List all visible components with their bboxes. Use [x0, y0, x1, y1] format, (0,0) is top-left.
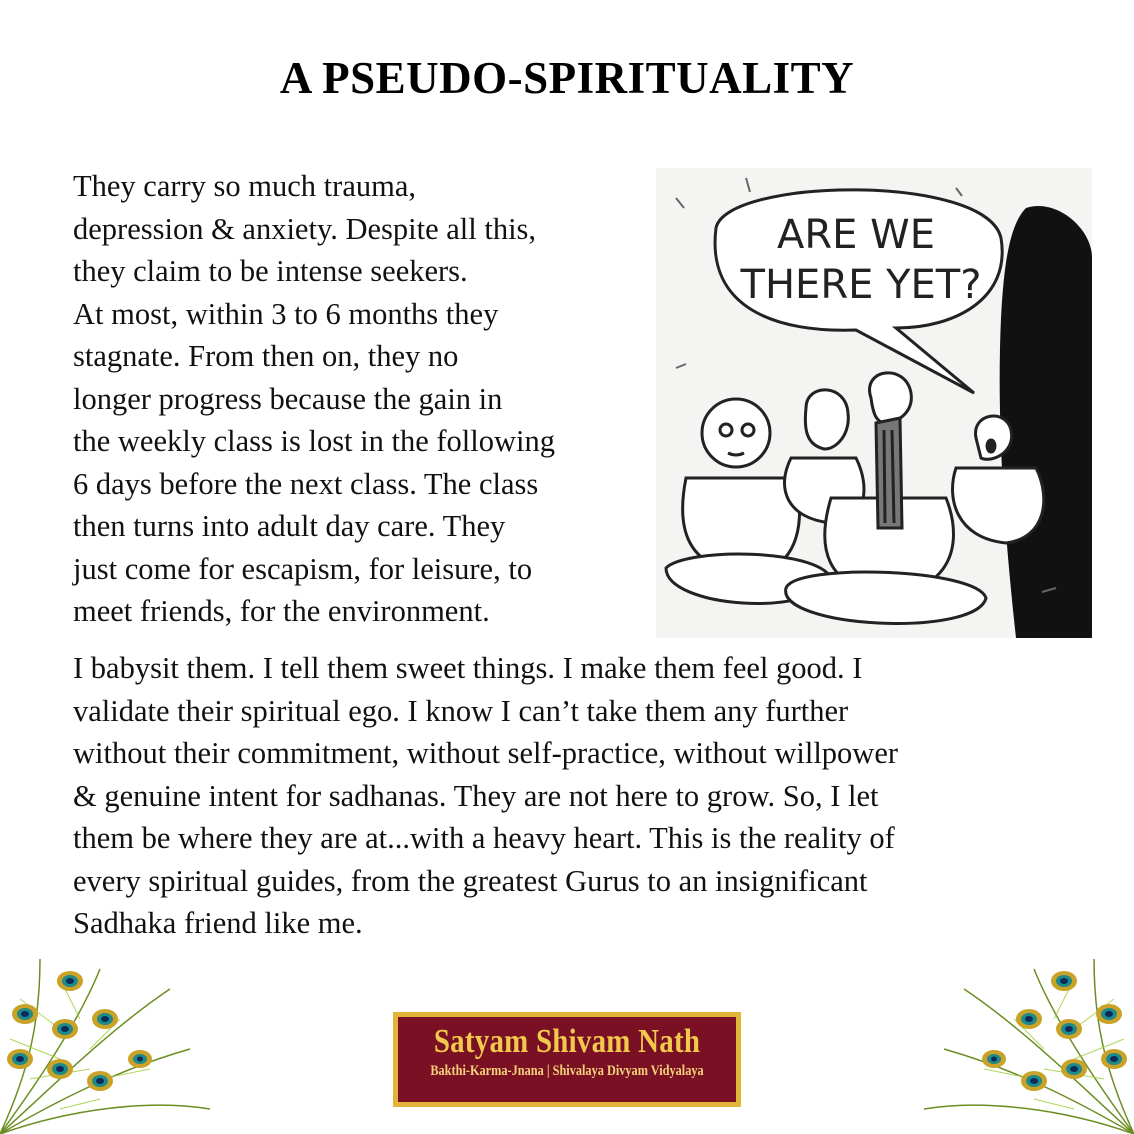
paragraph-1-line: just come for escapism, for leisure, to: [73, 551, 533, 586]
paragraph-1: [73, 165, 653, 633]
paragraph-2-line: I babysit them. I tell them sweet things. I make them feel good. I: [73, 651, 863, 685]
paragraph-1-line: the weekly class is lost in the following: [73, 424, 555, 458]
speech-line-1: ARE WE: [777, 212, 935, 258]
paragraph-2-line: every spiritual guides, from the greatest Gurus to an insignificant: [73, 863, 868, 898]
paragraph-1-line: longer progress because the gain in: [73, 381, 503, 416]
paragraph-1-line: stagnate. From then on, they no: [73, 339, 459, 373]
paragraph-1-line: they claim to be intense seekers.: [73, 254, 468, 288]
cartoon-illustration: [656, 168, 1092, 638]
paragraph-2-line: without their commitment, without self-practice, without willpower: [73, 736, 899, 770]
page-title: A PSEUDO-SPIRITUALITY: [279, 53, 855, 103]
paragraph-2: [73, 647, 1083, 945]
peacock-feather-right-icon: [919, 959, 1134, 1134]
paragraph-1-line: They carry so much trauma,: [73, 169, 416, 203]
paragraph-1-line: then turns into adult day care. They: [73, 509, 506, 543]
paragraph-2-line: & genuine intent for sadhanas. They are not here to grow. So, I let: [73, 778, 879, 813]
speech-line-2: THERE YET?: [740, 262, 982, 308]
paragraph-2-line: them be where they are at...with a heavy heart. This is the reality of: [73, 821, 895, 855]
paragraph-2-line: Sadhaka friend like me.: [73, 906, 363, 940]
paragraph-1-line: At most, within 3 to 6 months they: [73, 296, 499, 331]
brand-tagline: Bakthi-Karma-Jnana | Shivalaya Divyam Vidyalaya: [430, 1063, 704, 1079]
paragraph-1-line: depression & anxiety. Despite all this,: [73, 211, 537, 246]
brand-logo: [393, 1012, 741, 1107]
brand-name: Satyam Shivam Nath: [433, 1023, 701, 1060]
paragraph-1-line: 6 days before the next class. The class: [73, 466, 539, 501]
peacock-feather-left-icon: [0, 959, 215, 1134]
paragraph-1-line: meet friends, for the environment.: [73, 594, 490, 628]
paragraph-2-line: validate their spiritual ego. I know I can’t take them any further: [73, 693, 849, 728]
